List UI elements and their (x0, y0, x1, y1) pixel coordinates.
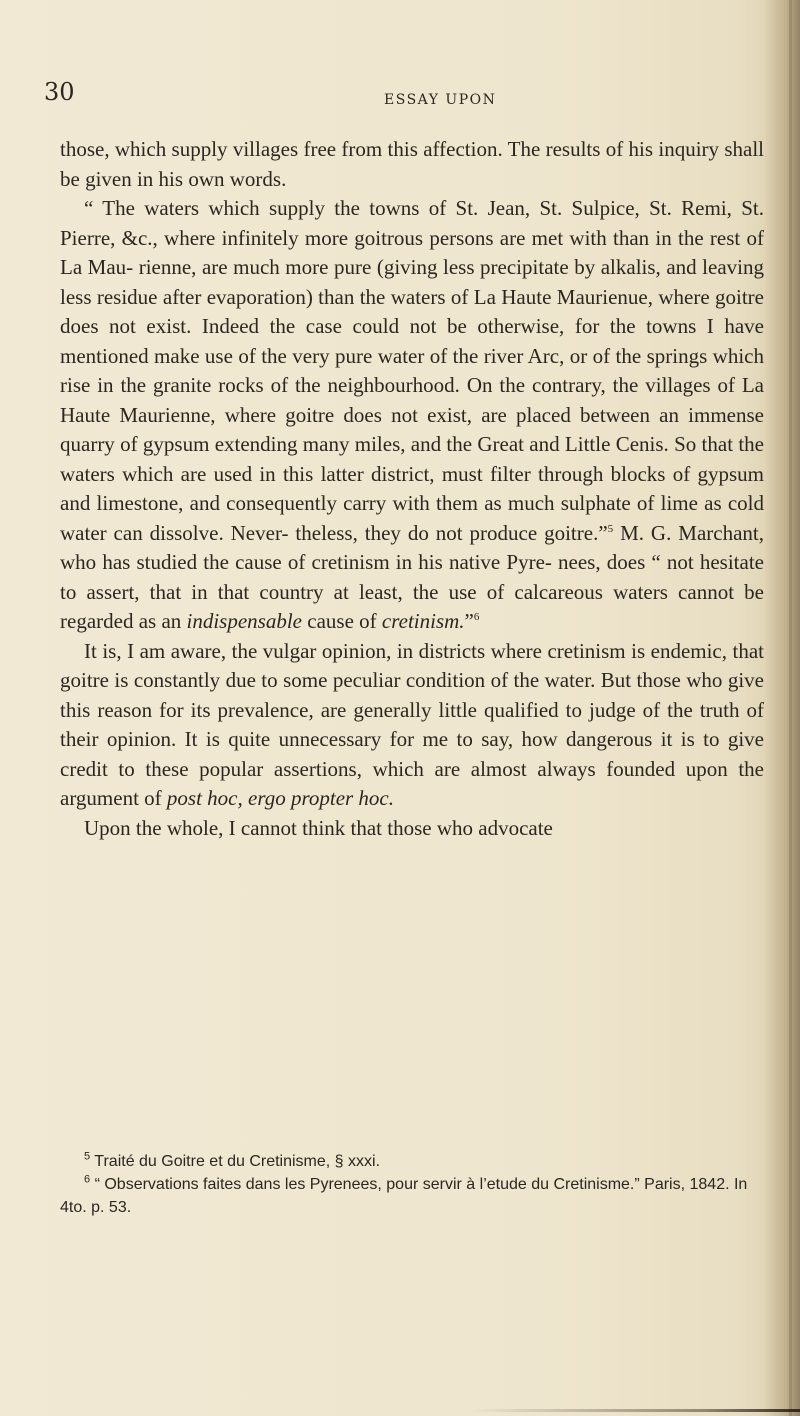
page-number: 30 (44, 78, 75, 106)
paragraph-2 (60, 194, 764, 637)
paragraph-1: those, which supply villages free from this affection. The results of his inquiry shall be given in his own words. (60, 137, 764, 191)
footnote-5 (60, 1150, 764, 1173)
italic-post-hoc: post hoc, ergo propter hoc. (166, 786, 395, 810)
quote-text: “ The waters which supply the towns of St. Jean, St. Sulpice, St. Remi, St. Pierre, &c., where infinitely more goitrous persons are met with than in the rest of La Mau- rienne, are much more pure (giving less precipitate by alkalis, and leaving less residue after evaporation) than the waters of La Haute Maurienue, where goitre does not exist. Indeed the case could not be otherwise, for the towns I have mentioned make use of the very pure water of the river Arc, or of the springs which rise in the granite rocks of the neighbourhood. On the contrary, the villages of La Haute Maurienne, where goitre does not exist, are placed between an immense quarry of gypsum extending many miles, and the Great and Little Cenis. So that the waters which are used in this latter district, must filter through blocks of gypsum and limestone, and consequently carry with them as much sulphate of lime as cold water can dissolve. Never- theless, they do not produce goitre.” (60, 196, 764, 545)
footnote-5-text: Traité du Goitre et du Cretinisme, § xxxi. (90, 1153, 381, 1170)
footnote-ref-5: 5 (607, 522, 614, 535)
footnote-6 (60, 1173, 764, 1219)
page-edge-line (789, 0, 792, 1416)
page-edge-shadow (764, 0, 800, 1416)
paragraph-3-text: It is, I am aware, the vulgar opinion, in districts where cretinism is endemic, that goitre is constantly due to some peculiar condition of the water. But those who give this reason for its prevalence, are generally little qualified to judge of the truth of their opinion. It is quite unnecessary for me to say, how dangerous it is to give credit to these popular assertions, which are almost always founded upon the argument of (60, 638, 764, 810)
body-text (60, 135, 764, 843)
footnote-mark-6: 6 (84, 1173, 91, 1186)
italic-indispensable: indispensable (186, 609, 303, 633)
closing-quote: ” (464, 609, 474, 633)
footnote-ref-6: 6 (473, 611, 480, 623)
footnote-mark-5: 5 (84, 1150, 91, 1163)
paragraph-2-cont-2: cause of (302, 609, 382, 633)
footnotes (60, 1150, 764, 1219)
running-head: ESSAY UPON (384, 92, 497, 108)
paragraph-4: Upon the whole, I cannot think that those who advocate (84, 815, 553, 840)
footnote-6-text: “ Observations faites dans les Pyrenees, pour servir à l’etude du Cretinisme.” Paris, 1842. In 4to. p. 53. (60, 1176, 748, 1216)
page-bottom-edge (470, 1409, 800, 1412)
italic-cretinism: cretinism. (381, 609, 465, 633)
paragraph-3 (60, 637, 764, 814)
paragraph-2-cont: M. G. Marchant, who has studied the cause of cretinism in his native Pyre- nees, does “ not hesitate to assert, that in that country at least, the use of calcareous waters cannot be regarded as an (60, 520, 764, 633)
